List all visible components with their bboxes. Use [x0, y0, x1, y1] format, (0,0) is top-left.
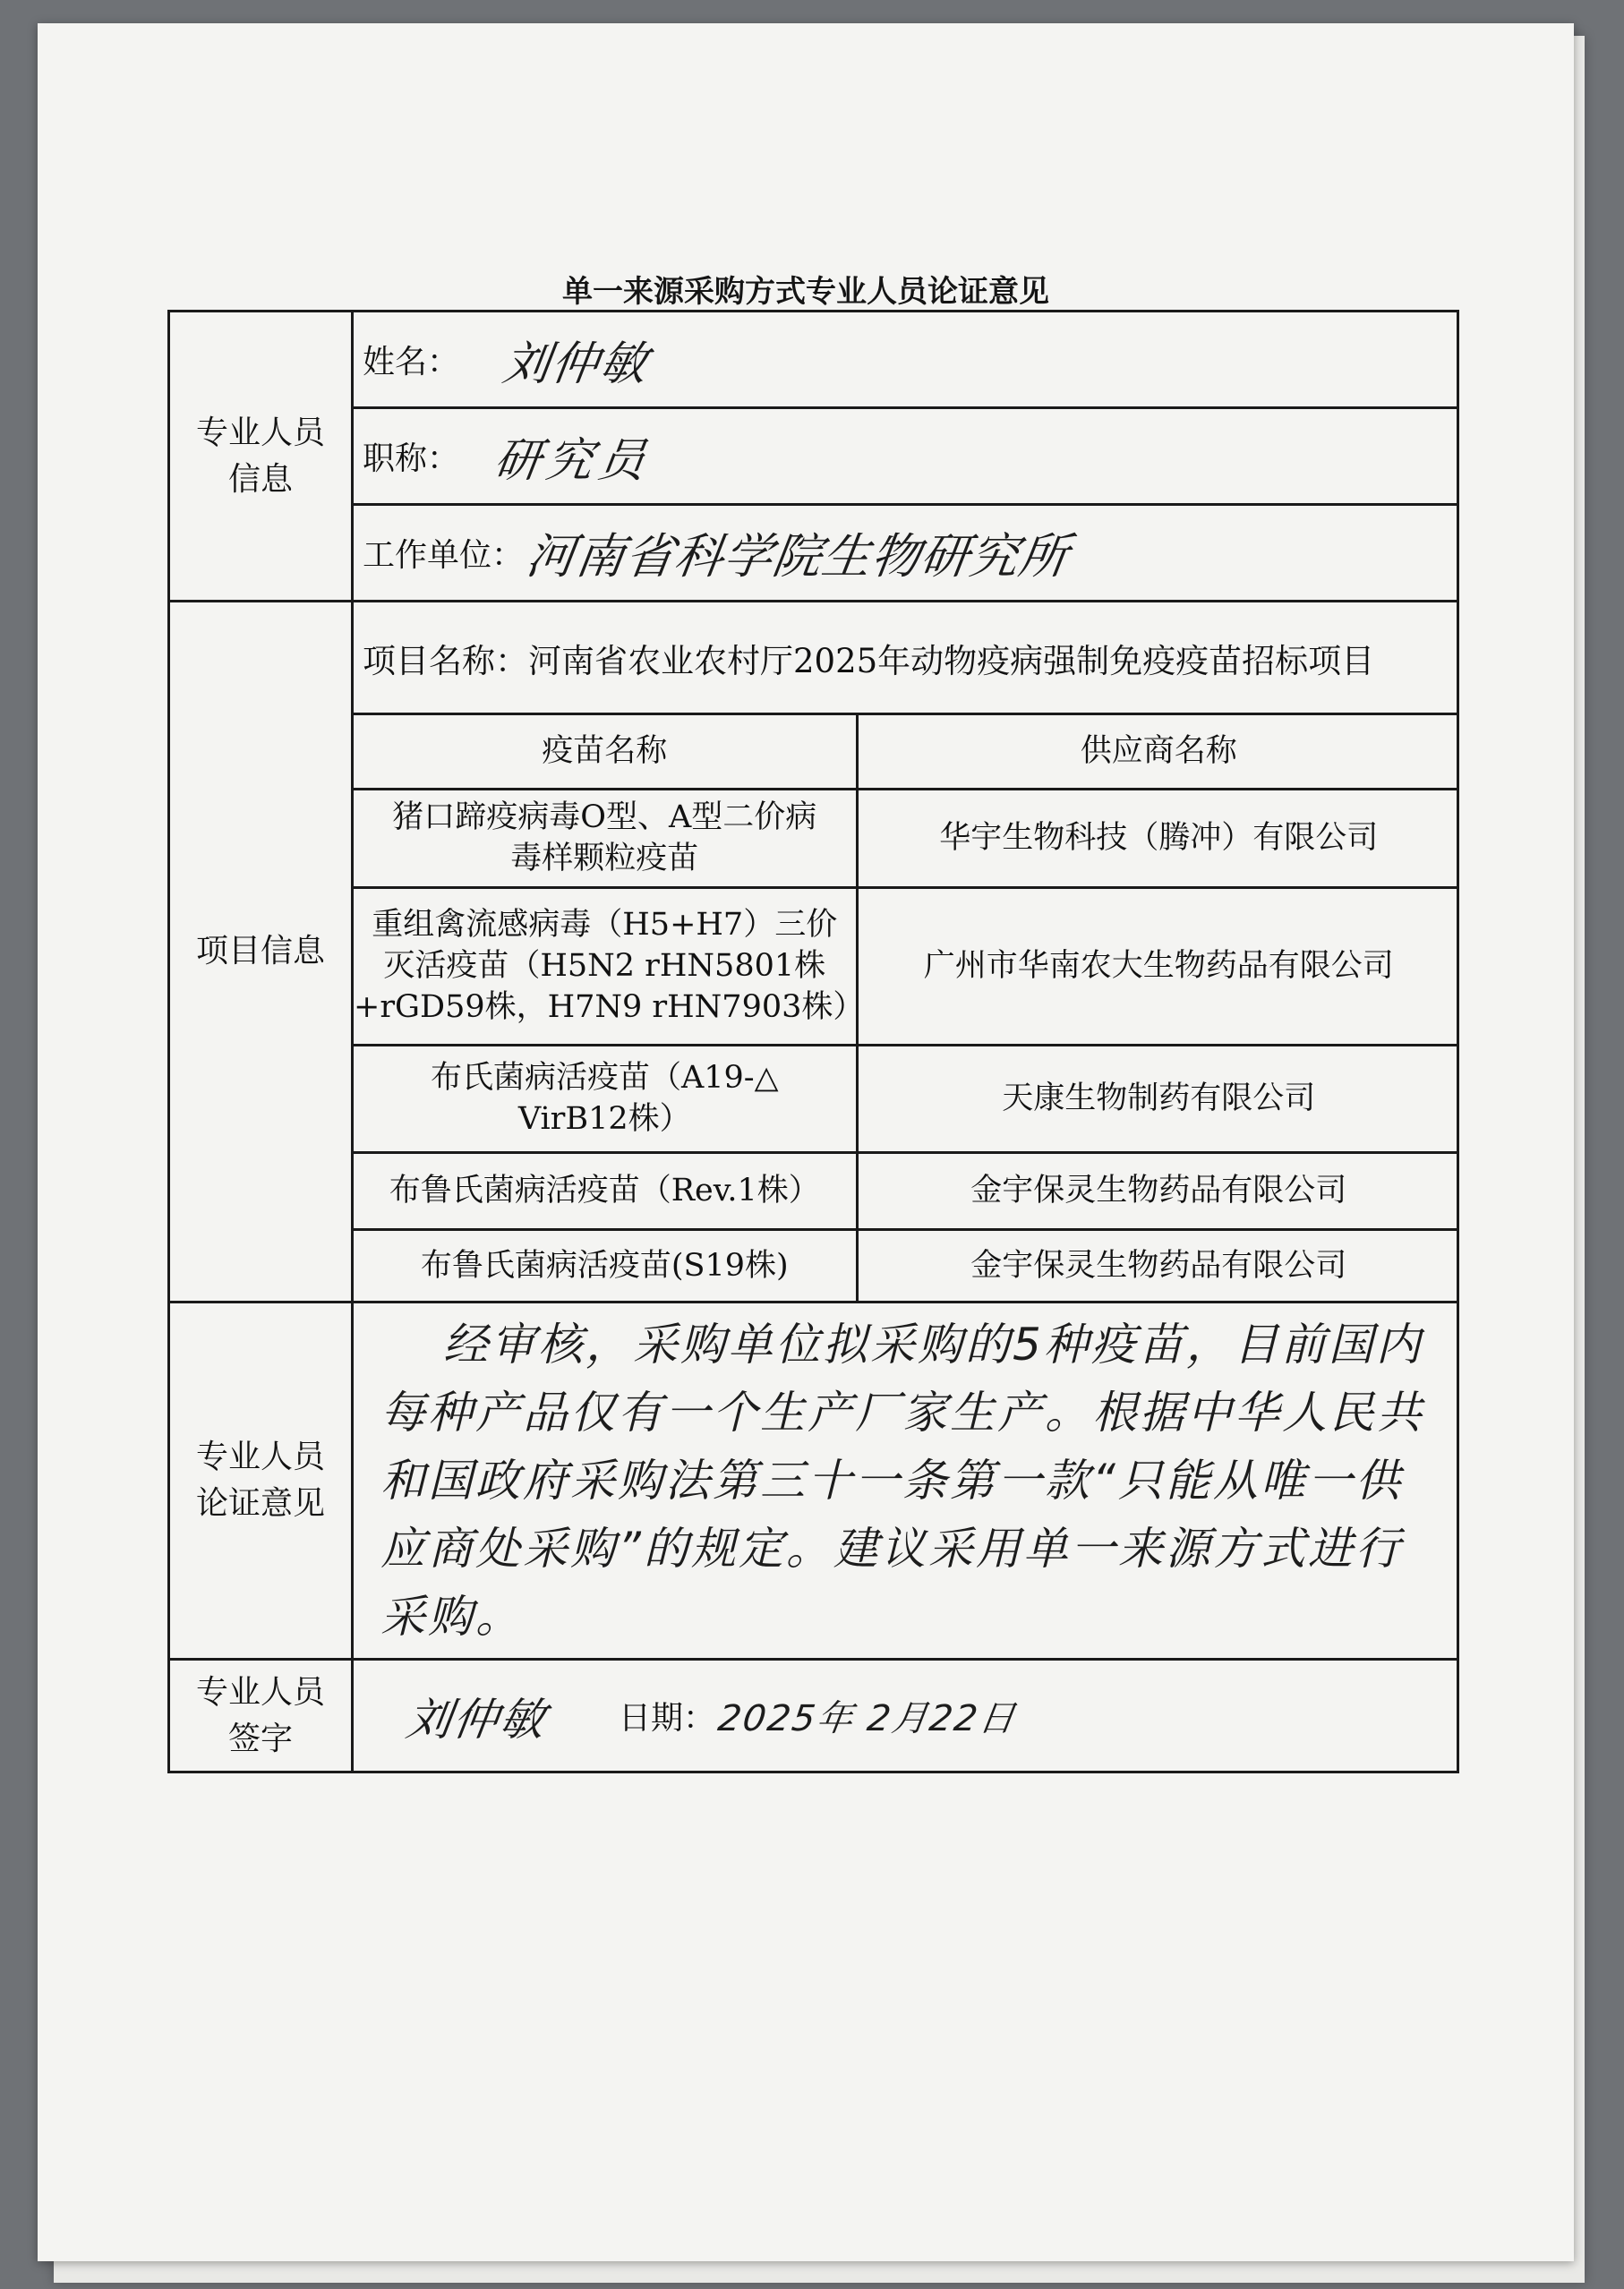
table-row — [354, 887, 1459, 1045]
vaccine-name-cell — [354, 887, 865, 1045]
document-sheet — [38, 23, 1574, 2261]
handwritten-date-value: 2025年 2月22日 — [715, 1698, 1020, 1739]
vaccine-name-line: 布鲁氏菌病活疫苗（Rev.1株） — [389, 1173, 820, 1209]
project-name-row — [353, 602, 1458, 714]
supplier-name-cell: 金宇保灵生物药品有限公司 — [857, 1152, 1459, 1229]
opinion-section-label — [169, 1303, 353, 1660]
title-row — [353, 408, 1458, 505]
project-name-value: 河南省农业农村厅2025年动物疫病强制免疫疫苗招标项目 — [528, 641, 1375, 680]
supplier-name-cell: 广州市华南农大生物药品有限公司 — [857, 887, 1459, 1045]
column-header-supplier: 供应商名称 — [857, 715, 1459, 789]
vaccine-name-line: VirB12株） — [517, 1101, 691, 1137]
supplier-name-cell: 华宇生物科技（腾冲）有限公司 — [857, 789, 1459, 887]
unit-row — [353, 505, 1458, 602]
vaccine-table-header-row — [354, 715, 1459, 789]
table-row — [354, 1229, 1459, 1301]
vaccine-name-cell — [354, 1229, 857, 1301]
document-title: 单一来源采购方式专业人员论证意见 — [562, 274, 1049, 310]
table-row — [354, 1045, 1459, 1152]
supplier-name-cell: 天康生物制药有限公司 — [857, 1045, 1459, 1152]
supplier-name-cell: 金宇保灵生物药品有限公司 — [857, 1229, 1459, 1301]
expert-info-section-label — [169, 312, 353, 602]
table-row — [354, 1152, 1459, 1229]
name-row — [353, 312, 1458, 408]
column-header-vaccine: 疫苗名称 — [354, 715, 857, 789]
project-name-label: 项目名称： — [363, 641, 528, 680]
table-row — [354, 789, 1459, 887]
vaccine-name-line: 猪口蹄疫病毒O型、A型二价病 — [392, 799, 817, 835]
vaccine-name-line: 重组禽流感病毒（H5+H7）三价 — [372, 907, 838, 943]
vaccine-name-cell — [354, 789, 857, 887]
opinion-cell — [353, 1303, 1458, 1660]
name-label: 姓名： — [363, 344, 460, 380]
vaccine-name-line: 毒样颗粒疫苗 — [510, 841, 699, 876]
handwritten-signature: 刘仲敏 — [403, 1693, 551, 1746]
signature-row — [353, 1660, 1458, 1772]
vaccine-name-line: +rGD59株，H7N9 rHN7903株） — [354, 989, 865, 1025]
opinion-handwritten-text: 经审核，采购单位拟采购的5种疫苗，目前国内每种产品仅有一个生产厂家生产。根据中华人民共和国政府采购法第三十一条第一款“只能从唯一供应商处采购”的规定。建议采用单一来源方式进行采购。 — [380, 1319, 1424, 1643]
unit-label: 工作单位： — [363, 537, 525, 574]
vaccine-name-line: 灭活疫苗（H5N2 rHN5801株 — [383, 948, 826, 984]
vaccine-name-cell — [354, 1152, 857, 1229]
project-info-section-label: 项目信息 — [169, 602, 353, 1303]
unit-handwritten-value: 河南省科学院生物研究所 — [523, 528, 1073, 585]
date-label: 日期： — [619, 1700, 716, 1737]
expert-info-label-text: 专业人员信息 — [195, 414, 325, 498]
title-handwritten-value: 研究员 — [491, 434, 654, 488]
vaccine-name-line: 布氏菌病活疫苗（A19-△ — [430, 1060, 779, 1096]
signature-label-text: 专业人员签字 — [195, 1673, 325, 1757]
vaccine-name-line: 布鲁氏菌病活疫苗(S19株) — [420, 1247, 789, 1284]
signature-section-label — [169, 1660, 353, 1772]
opinion-label-text: 专业人员论证意见 — [195, 1439, 325, 1522]
name-handwritten-value: 刘仲敏 — [500, 337, 653, 391]
vaccine-supplier-table — [354, 715, 1459, 1301]
argument-form-table — [167, 310, 1459, 1773]
vaccine-name-cell — [354, 1045, 857, 1152]
vaccine-table-cell — [353, 714, 1458, 1303]
title-label: 职称： — [363, 440, 460, 477]
